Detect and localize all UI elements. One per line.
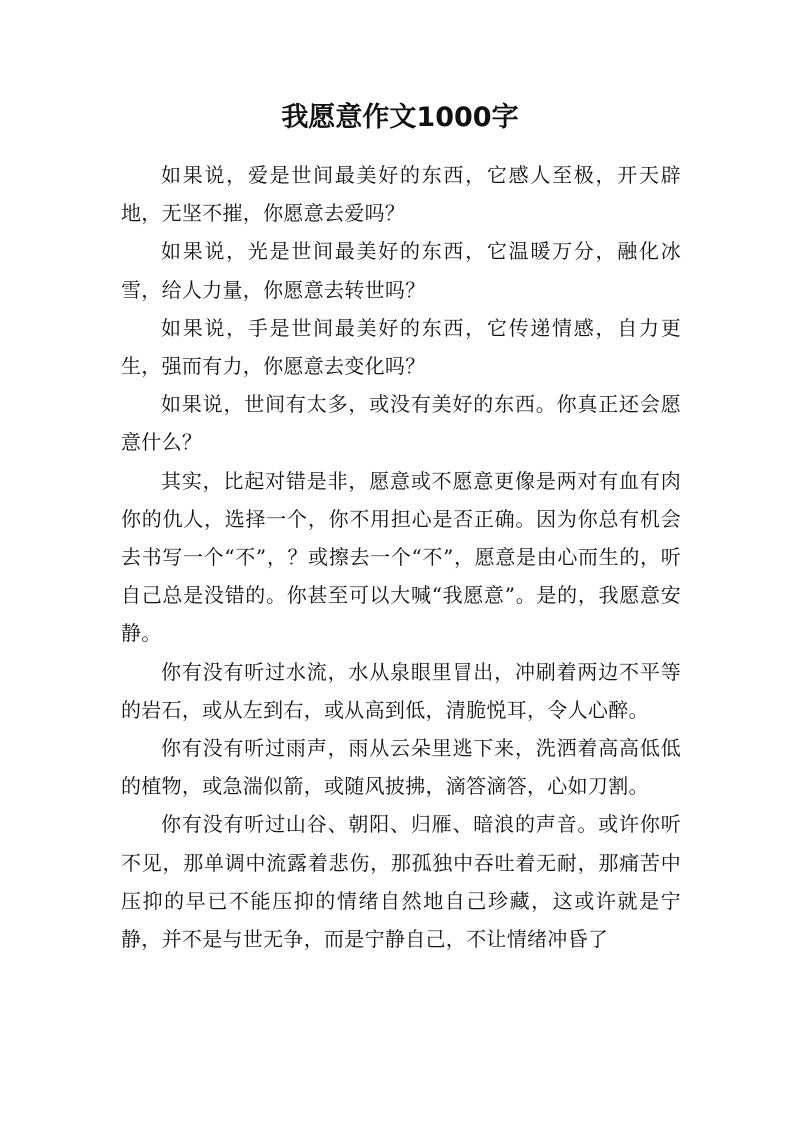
document-body xyxy=(121,156,681,958)
paragraph-6: 你有没有听过水流，水从泉眼里冒出，冲刷着两边不平等的岩石，或从左到右，或从高到低，清脆悦耳，令人心醉。 xyxy=(121,659,681,722)
paragraph-2: 如果说，光是世间最美好的东西，它温暖万分，融化冰雪，给人力量，你愿意去转世吗？ xyxy=(121,239,681,302)
paragraph-7: 你有没有听过雨声，雨从云朵里逃下来，洗洒着高高低低的植物，或急湍似箭，或随风披拂，滴答滴答，心如刀割。 xyxy=(121,736,681,799)
document-title: 我愿意作文1000字 xyxy=(281,102,519,133)
paragraph-4: 如果说，世间有太多，或没有美好的东西。你真正还会愿意什么？ xyxy=(121,392,681,455)
paragraph-5: 其实，比起对错是非，愿意或不愿意更像是两对有血有肉你的仇人，选择一个，你不用担心是否正确。因为你总有机会去书写一个“不”，？或擦去一个“不”，愿意是由心而生的，听自己总是没错的。你甚至可以大喊“我愿意”。是的，我愿意安静。 xyxy=(121,468,681,646)
paragraph-1: 如果说，爱是世间最美好的东西，它感人至极，开天辟地，无坚不摧，你愿意去爱吗？ xyxy=(121,163,681,226)
paragraph-3: 如果说，手是世间最美好的东西，它传递情感，自力更生，强而有力，你愿意去变化吗？ xyxy=(121,315,681,379)
paragraph-8: 你有没有听过山谷、朝阳、归雁、暗浪的声音。或许你听不见，那单调中流露着悲伤，那孤独中吞吐着无耐，那痛苦中压抑的早已不能压抑的情绪自然地自己珍藏，这或许就是宁静，并不是与世无争，而是宁静自己，不让情绪冲昏了 xyxy=(121,812,681,952)
